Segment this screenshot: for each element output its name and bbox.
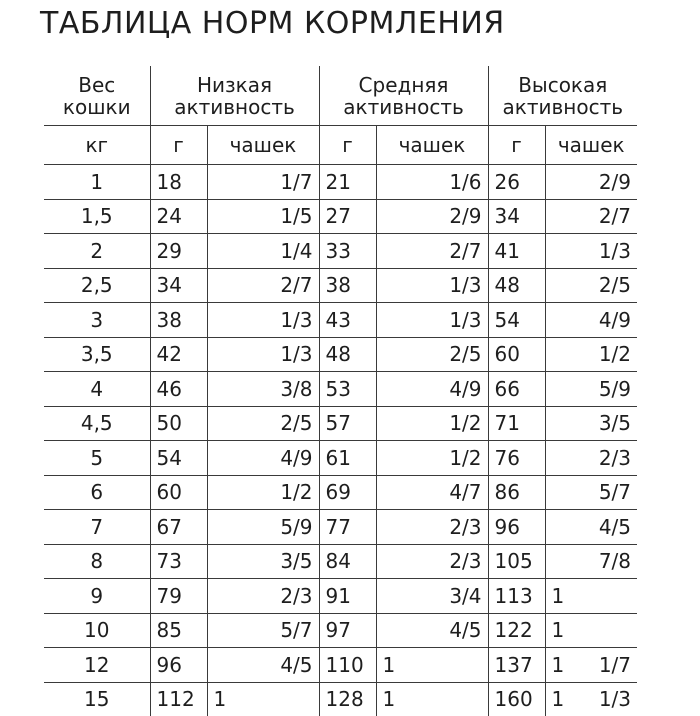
table-row: [44, 475, 637, 510]
cups-fraction: 1/2: [280, 482, 312, 502]
cups-fraction: 7/8: [599, 551, 631, 571]
cups-fraction: 4/7: [449, 482, 481, 502]
cups-fraction: 1/2: [449, 448, 481, 468]
cups-fraction: 2/7: [599, 206, 631, 226]
high-cups-header: чашек: [545, 126, 637, 165]
low-cups-cell: [207, 475, 319, 510]
low-activity-header-line1: Низкая: [151, 74, 319, 96]
mid-grams-cell: 57: [319, 406, 376, 441]
cups-whole: 1: [552, 620, 565, 640]
cups-fraction: 4/9: [280, 448, 312, 468]
weight-cell: 15: [44, 682, 150, 716]
cups-fraction: 1/5: [280, 206, 312, 226]
high-grams-header: г: [488, 126, 545, 165]
mid-cups-cell: [376, 544, 488, 579]
high-cups-cell: [545, 268, 637, 303]
low-grams-cell: 73: [150, 544, 207, 579]
cups-fraction: 3/4: [449, 586, 481, 606]
cups-fraction: 5/7: [599, 482, 631, 502]
cups-fraction: 1/4: [280, 241, 312, 261]
mid-cups-cell: [376, 372, 488, 407]
weight-cell: 8: [44, 544, 150, 579]
low-grams-cell: 34: [150, 268, 207, 303]
low-grams-cell: 67: [150, 510, 207, 545]
weight-cell: 3,5: [44, 337, 150, 372]
low-grams-cell: 96: [150, 648, 207, 683]
high-cups-cell: [545, 613, 637, 648]
mid-cups-cell: [376, 682, 488, 716]
mid-cups-cell: [376, 579, 488, 614]
low-grams-cell: 60: [150, 475, 207, 510]
cups-whole: 1: [214, 689, 227, 709]
table-row: [44, 682, 637, 716]
cups-fraction: 1/2: [599, 344, 631, 364]
mid-grams-cell: 43: [319, 303, 376, 338]
cups-fraction: 1/3: [599, 689, 631, 709]
low-grams-cell: 24: [150, 199, 207, 234]
low-cups-cell: [207, 510, 319, 545]
mid-activity-header: [319, 66, 488, 126]
table-row: [44, 234, 637, 269]
cups-fraction: 5/9: [599, 379, 631, 399]
mid-grams-cell: 27: [319, 199, 376, 234]
cups-fraction: 5/7: [280, 620, 312, 640]
high-grams-cell: 48: [488, 268, 545, 303]
low-cups-cell: [207, 268, 319, 303]
high-grams-cell: 34: [488, 199, 545, 234]
weight-cell: 1,5: [44, 199, 150, 234]
low-grams-cell: 85: [150, 613, 207, 648]
high-grams-cell: 41: [488, 234, 545, 269]
cups-fraction: 4/9: [449, 379, 481, 399]
low-cups-cell: [207, 303, 319, 338]
weight-cell: 12: [44, 648, 150, 683]
high-grams-cell: 76: [488, 441, 545, 476]
high-cups-cell: [545, 199, 637, 234]
low-grams-cell: 79: [150, 579, 207, 614]
mid-cups-cell: [376, 337, 488, 372]
cups-whole: 1: [552, 689, 565, 709]
mid-grams-cell: 84: [319, 544, 376, 579]
low-grams-cell: 18: [150, 165, 207, 200]
high-cups-cell: [545, 579, 637, 614]
high-grams-cell: 86: [488, 475, 545, 510]
low-grams-cell: 38: [150, 303, 207, 338]
weight-header-line2: кошки: [44, 96, 150, 118]
cups-whole: 1: [552, 655, 565, 675]
cups-fraction: 2/3: [280, 586, 312, 606]
cups-fraction: 2/7: [280, 275, 312, 295]
mid-cups-cell: [376, 441, 488, 476]
weight-cell: 4: [44, 372, 150, 407]
mid-grams-cell: 110: [319, 648, 376, 683]
low-cups-cell: [207, 682, 319, 716]
weight-cell: 5: [44, 441, 150, 476]
table-row: [44, 337, 637, 372]
mid-grams-cell: 21: [319, 165, 376, 200]
low-activity-header-line2: активность: [151, 96, 319, 118]
high-grams-cell: 105: [488, 544, 545, 579]
mid-grams-cell: 48: [319, 337, 376, 372]
low-cups-cell: [207, 337, 319, 372]
mid-grams-cell: 38: [319, 268, 376, 303]
high-grams-cell: 66: [488, 372, 545, 407]
cups-whole: 1: [552, 586, 565, 606]
table-row: [44, 199, 637, 234]
cups-fraction: 2/5: [280, 413, 312, 433]
cups-fraction: 2/3: [449, 551, 481, 571]
weight-cell: 2,5: [44, 268, 150, 303]
mid-cups-cell: [376, 165, 488, 200]
cups-fraction: 1/3: [449, 310, 481, 330]
weight-header-line1: Вес: [44, 74, 150, 96]
cups-fraction: 2/9: [599, 172, 631, 192]
mid-cups-cell: [376, 648, 488, 683]
mid-grams-header: г: [319, 126, 376, 165]
weight-cell: 6: [44, 475, 150, 510]
mid-grams-cell: 91: [319, 579, 376, 614]
high-grams-cell: 122: [488, 613, 545, 648]
cups-fraction: 4/9: [599, 310, 631, 330]
low-grams-cell: 112: [150, 682, 207, 716]
weight-cell: 7: [44, 510, 150, 545]
weight-cell: 3: [44, 303, 150, 338]
weight-unit-header: кг: [44, 126, 150, 165]
cups-fraction: 2/3: [449, 517, 481, 537]
table-row: [44, 303, 637, 338]
low-grams-cell: 54: [150, 441, 207, 476]
mid-grams-cell: 128: [319, 682, 376, 716]
table-row: [44, 544, 637, 579]
mid-cups-cell: [376, 406, 488, 441]
page-title: ТАБЛИЦА НОРМ КОРМЛЕНИЯ: [40, 6, 505, 41]
low-cups-cell: [207, 165, 319, 200]
cups-fraction: 4/5: [280, 655, 312, 675]
table-row: [44, 441, 637, 476]
low-grams-header: г: [150, 126, 207, 165]
low-cups-cell: [207, 441, 319, 476]
high-cups-cell: [545, 234, 637, 269]
cups-fraction: 3/5: [280, 551, 312, 571]
low-cups-cell: [207, 199, 319, 234]
high-cups-cell: [545, 165, 637, 200]
weight-cell: 10: [44, 613, 150, 648]
low-cups-cell: [207, 406, 319, 441]
cups-fraction: 1/3: [280, 344, 312, 364]
cups-fraction: 2/9: [449, 206, 481, 226]
mid-grams-cell: 61: [319, 441, 376, 476]
cups-fraction: 1/7: [599, 655, 631, 675]
mid-cups-cell: [376, 475, 488, 510]
mid-cups-cell: [376, 303, 488, 338]
mid-grams-cell: 69: [319, 475, 376, 510]
mid-activity-header-line1: Средняя: [320, 74, 488, 96]
cups-fraction: 2/7: [449, 241, 481, 261]
high-cups-cell: [545, 337, 637, 372]
high-cups-cell: [545, 441, 637, 476]
high-cups-cell: [545, 682, 637, 716]
table-row: [44, 268, 637, 303]
low-cups-header: чашек: [207, 126, 319, 165]
low-cups-cell: [207, 579, 319, 614]
high-activity-header-line2: активность: [489, 96, 638, 118]
cups-fraction: 2/5: [599, 275, 631, 295]
low-grams-cell: 29: [150, 234, 207, 269]
table-row: [44, 510, 637, 545]
cups-fraction: 1/6: [449, 172, 481, 192]
cups-fraction: 5/9: [280, 517, 312, 537]
high-grams-cell: 96: [488, 510, 545, 545]
mid-cups-cell: [376, 234, 488, 269]
high-cups-cell: [545, 406, 637, 441]
low-cups-cell: [207, 544, 319, 579]
high-grams-cell: 26: [488, 165, 545, 200]
weight-cell: 2: [44, 234, 150, 269]
table-row: [44, 372, 637, 407]
high-cups-cell: [545, 544, 637, 579]
mid-grams-cell: 33: [319, 234, 376, 269]
cups-fraction: 1/3: [280, 310, 312, 330]
mid-cups-cell: [376, 613, 488, 648]
cups-fraction: 1/2: [449, 413, 481, 433]
cups-fraction: 3/5: [599, 413, 631, 433]
high-grams-cell: 71: [488, 406, 545, 441]
high-cups-cell: [545, 510, 637, 545]
mid-cups-cell: [376, 199, 488, 234]
high-cups-cell: [545, 303, 637, 338]
low-grams-cell: 42: [150, 337, 207, 372]
weight-header: [44, 66, 150, 126]
cups-fraction: 2/5: [449, 344, 481, 364]
high-grams-cell: 113: [488, 579, 545, 614]
low-grams-cell: 46: [150, 372, 207, 407]
cups-fraction: 2/3: [599, 448, 631, 468]
low-cups-cell: [207, 234, 319, 269]
table-body: [44, 165, 637, 716]
feeding-norms-table: [44, 66, 637, 716]
mid-cups-cell: [376, 268, 488, 303]
high-cups-cell: [545, 372, 637, 407]
low-cups-cell: [207, 613, 319, 648]
high-grams-cell: 54: [488, 303, 545, 338]
low-grams-cell: 50: [150, 406, 207, 441]
cups-fraction: 3/8: [280, 379, 312, 399]
table-subheader-row: [44, 126, 637, 165]
table-header-row: [44, 66, 637, 126]
weight-cell: 4,5: [44, 406, 150, 441]
cups-fraction: 1/3: [599, 241, 631, 261]
high-grams-cell: 137: [488, 648, 545, 683]
low-cups-cell: [207, 648, 319, 683]
cups-fraction: 4/5: [449, 620, 481, 640]
weight-cell: 9: [44, 579, 150, 614]
low-activity-header: [150, 66, 319, 126]
mid-cups-header: чашек: [376, 126, 488, 165]
high-grams-cell: 60: [488, 337, 545, 372]
table-row: [44, 648, 637, 683]
mid-cups-cell: [376, 510, 488, 545]
high-cups-cell: [545, 475, 637, 510]
cups-fraction: 1/7: [280, 172, 312, 192]
mid-grams-cell: 97: [319, 613, 376, 648]
high-grams-cell: 160: [488, 682, 545, 716]
high-cups-cell: [545, 648, 637, 683]
cups-fraction: 4/5: [599, 517, 631, 537]
weight-cell: 1: [44, 165, 150, 200]
high-activity-header-line1: Высокая: [489, 74, 638, 96]
mid-grams-cell: 77: [319, 510, 376, 545]
cups-whole: 1: [383, 655, 396, 675]
cups-whole: 1: [383, 689, 396, 709]
table-row: [44, 165, 637, 200]
table-row: [44, 406, 637, 441]
low-cups-cell: [207, 372, 319, 407]
high-activity-header: [488, 66, 637, 126]
mid-grams-cell: 53: [319, 372, 376, 407]
mid-activity-header-line2: активность: [320, 96, 488, 118]
cups-fraction: 1/3: [449, 275, 481, 295]
table-row: [44, 613, 637, 648]
table-row: [44, 579, 637, 614]
